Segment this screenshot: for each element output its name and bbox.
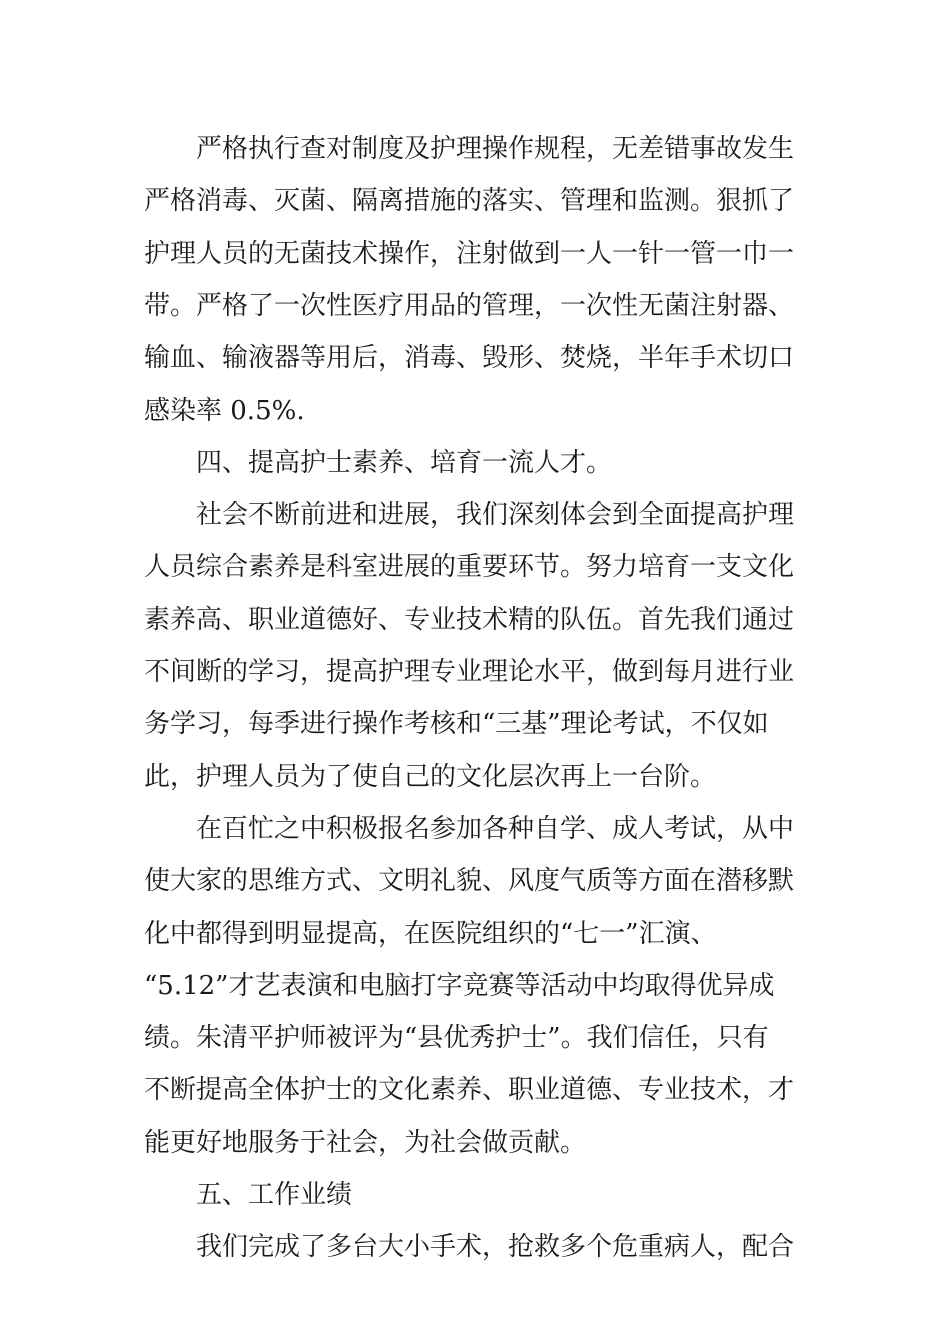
text-line: 四、提高护士素养、培育一流人才。 — [196, 448, 613, 478]
text-line: 化中都得到明显提高，在医院组织的“七一”汇演、 — [144, 919, 717, 949]
text-line: 护理人员的无菌技术操作，注射做到一人一针一管一巾一 — [144, 239, 795, 269]
text-line: 五、工作业绩 — [196, 1180, 353, 1210]
text-line: 此，护理人员为了使自己的文化层次再上一台阶。 — [144, 762, 717, 792]
text-line: 绩。朱清平护师被评为“县优秀护士”。我们信任，只有 — [144, 1023, 769, 1053]
text-line: 不间断的学习，提高护理专业理论水平，做到每月进行业 — [144, 657, 795, 687]
text-line: 社会不断前进和进展，我们深刻体会到全面提高护理 — [196, 500, 795, 530]
text-line: 严格执行查对制度及护理操作规程，无差错事故发生 — [196, 134, 795, 164]
text-line: 能更好地服务于社会，为社会做贡献。 — [144, 1128, 587, 1158]
text-line: 我们完成了多台大小手术，抢救多个危重病人，配合 — [196, 1232, 795, 1262]
text-line: 严格消毒、灭菌、隔离措施的落实、管理和监测。狠抓了 — [144, 186, 795, 216]
text-line: 输血、输液器等用后，消毒、毁形、焚烧，半年手术切口 — [144, 343, 795, 373]
text-line: 感染率 0.5%. — [144, 396, 305, 426]
text-line: 人员综合素养是科室进展的重要环节。努力培育一支文化 — [144, 552, 795, 582]
text-line: 务学习，每季进行操作考核和“三基”理论考试，不仅如 — [144, 709, 769, 739]
text-line: 带。严格了一次性医疗用品的管理，一次性无菌注射器、 — [144, 291, 795, 321]
text-line: 素养高、职业道德好、专业技术精的队伍。首先我们通过 — [144, 605, 795, 635]
text-line: 使大家的思维方式、文明礼貌、风度气质等方面在潜移默 — [144, 866, 795, 896]
text-line: 在百忙之中积极报名参加各种自学、成人考试，从中 — [196, 814, 795, 844]
text-line: “5.12”才艺表演和电脑打字竞赛等活动中均取得优异成 — [144, 971, 775, 1001]
text-line: 不断提高全体护士的文化素养、职业道德、专业技术，才 — [144, 1075, 795, 1105]
